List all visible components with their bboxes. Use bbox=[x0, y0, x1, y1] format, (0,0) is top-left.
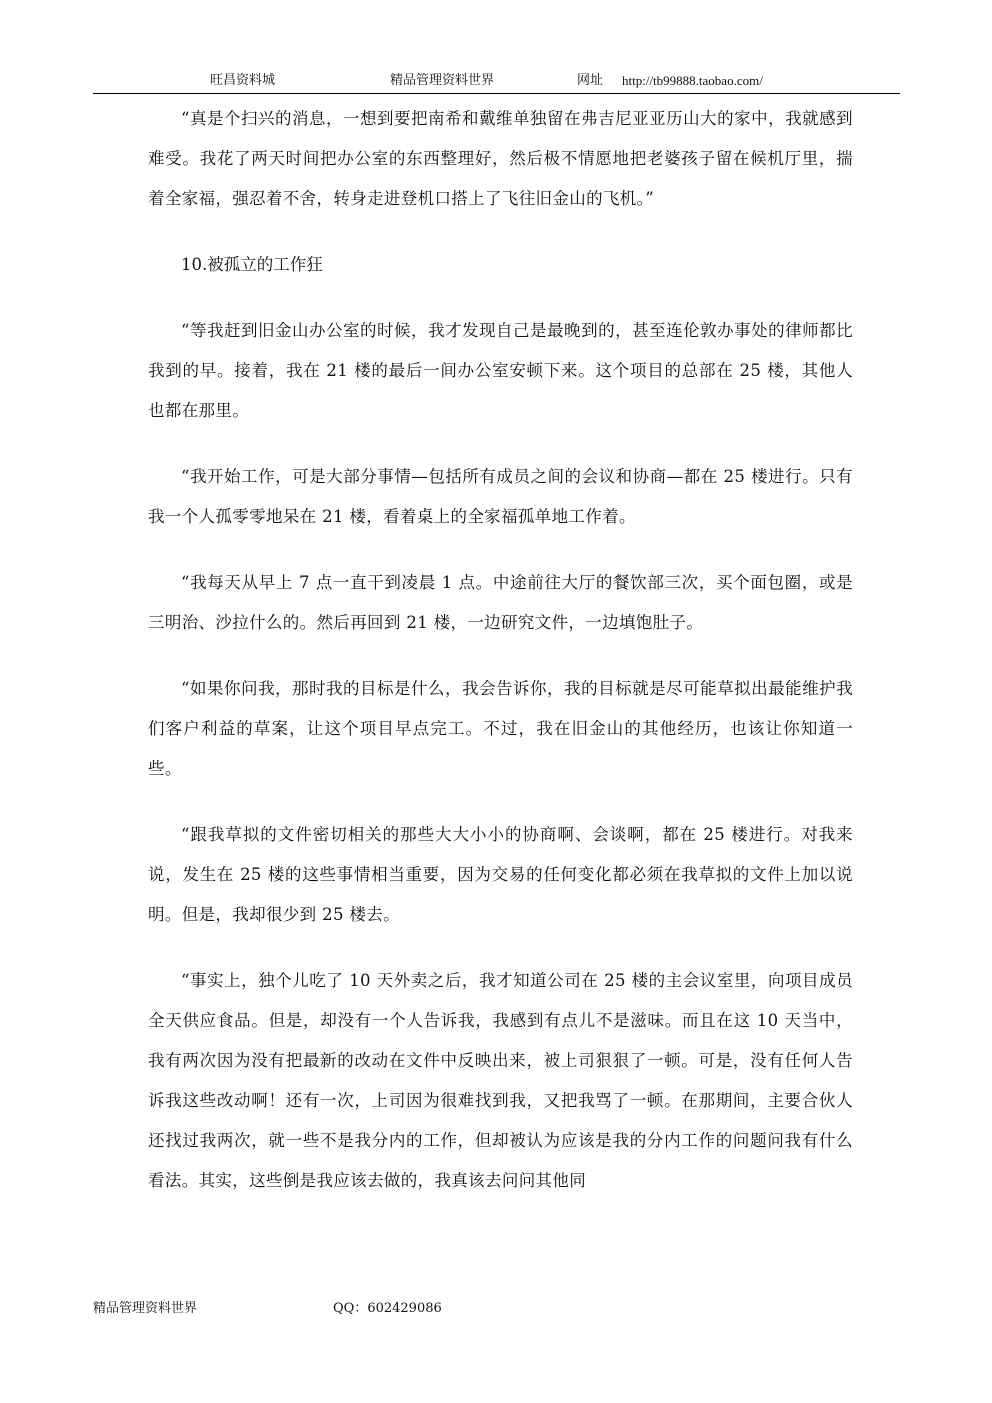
paragraph-3: “我开始工作，可是大部分事情—包括所有成员之间的会议和协商—都在 25 楼进行。只有我一个人孤零零地呆在 21 楼，看着桌上的全家福孤单地工作着。 bbox=[148, 467, 853, 526]
paragraph-5: “如果你问我，那时我的目标是什么，我会告诉你，我的目标就是尽可能草拟出最能维护我们客户利益的草案，让这个项目早点完工。不过，我在旧金山的其他经历，也该让你知道一些。 bbox=[148, 679, 853, 778]
page-footer bbox=[0, 1298, 992, 1320]
section-heading: 10.被孤立的工作狂 bbox=[181, 255, 323, 274]
header-site-name: 精品管理资料世界 bbox=[390, 73, 495, 88]
paragraph-spacer bbox=[148, 285, 853, 311]
paragraph-spacer bbox=[148, 537, 853, 563]
paragraph-spacer bbox=[148, 431, 853, 457]
paragraph-4: “我每天从早上 7 点一直干到凌晨 1 点。中途前往大厅的餐饮部三次，买个面包圈，或是三明治、沙拉什么的。然后再回到 21 楼，一边研究文件，一边填饱肚子。 bbox=[148, 573, 853, 632]
paragraph-6: “跟我草拟的文件密切相关的那些大大小小的协商啊、会谈啊，都在 25 楼进行。对我来说，发生在 25 楼的这些事情相当重要，因为交易的任何变化都必须在我草拟的文件上加以说明。但是，我却很少到 25 楼去。 bbox=[148, 825, 853, 924]
header-url-label: 网址 bbox=[577, 73, 604, 88]
header-shop-name: 旺昌资料城 bbox=[210, 73, 276, 88]
paragraph-7: “事实上，独个儿吃了 10 天外卖之后，我才知道公司在 25 楼的主会议室里，向项目成员全天供应食品。但是，却没有一个人告诉我，我感到有点儿不是滋味。而且在这 10 天当中，我有两次因为没有把最新的改动在文件中反映出来，被上司狠狠了一顿。可是，没有任何人告诉我这些改动啊！还有一次，上司因为很难找到我，又把我骂了一顿。在那期间，主要合伙人还找过我两次，就一些不是我分内的工作，但却被认为应该是我的分内工作的问题问我有什么看法。其实，这些倒是我应该去做的，我真该去问问其他同 bbox=[148, 971, 853, 1190]
page-header bbox=[0, 70, 992, 92]
paragraph-spacer bbox=[148, 643, 853, 669]
header-divider bbox=[93, 93, 900, 94]
paragraph-spacer bbox=[148, 219, 853, 245]
paragraph-2: “等我赶到旧金山办公室的时候，我才发现自己是最晚到的，甚至连伦敦办事处的律师都比我到的早。接着，我在 21 楼的最后一间办公室安顿下来。这个项目的总部在 25 楼，其他人也都在那里。 bbox=[148, 321, 853, 420]
paragraph-spacer bbox=[148, 935, 853, 961]
footer-qq-contact: QQ：602429086 bbox=[333, 1301, 442, 1316]
footer-site-name: 精品管理资料世界 bbox=[93, 1301, 198, 1316]
paragraph-1: “真是个扫兴的消息，一想到要把南希和戴维单独留在弗吉尼亚亚历山大的家中，我就感到难受。我花了两天时间把办公室的东西整理好，然后极不情愿地把老婆孩子留在候机厅里，揣着全家福，强忍着不舍，转身走进登机口搭上了飞往旧金山的飞机。” bbox=[148, 109, 853, 208]
paragraph-spacer bbox=[148, 789, 853, 815]
document-body bbox=[148, 99, 853, 1201]
header-url-link[interactable]: http://tb99888.taobao.com/ bbox=[622, 73, 763, 88]
